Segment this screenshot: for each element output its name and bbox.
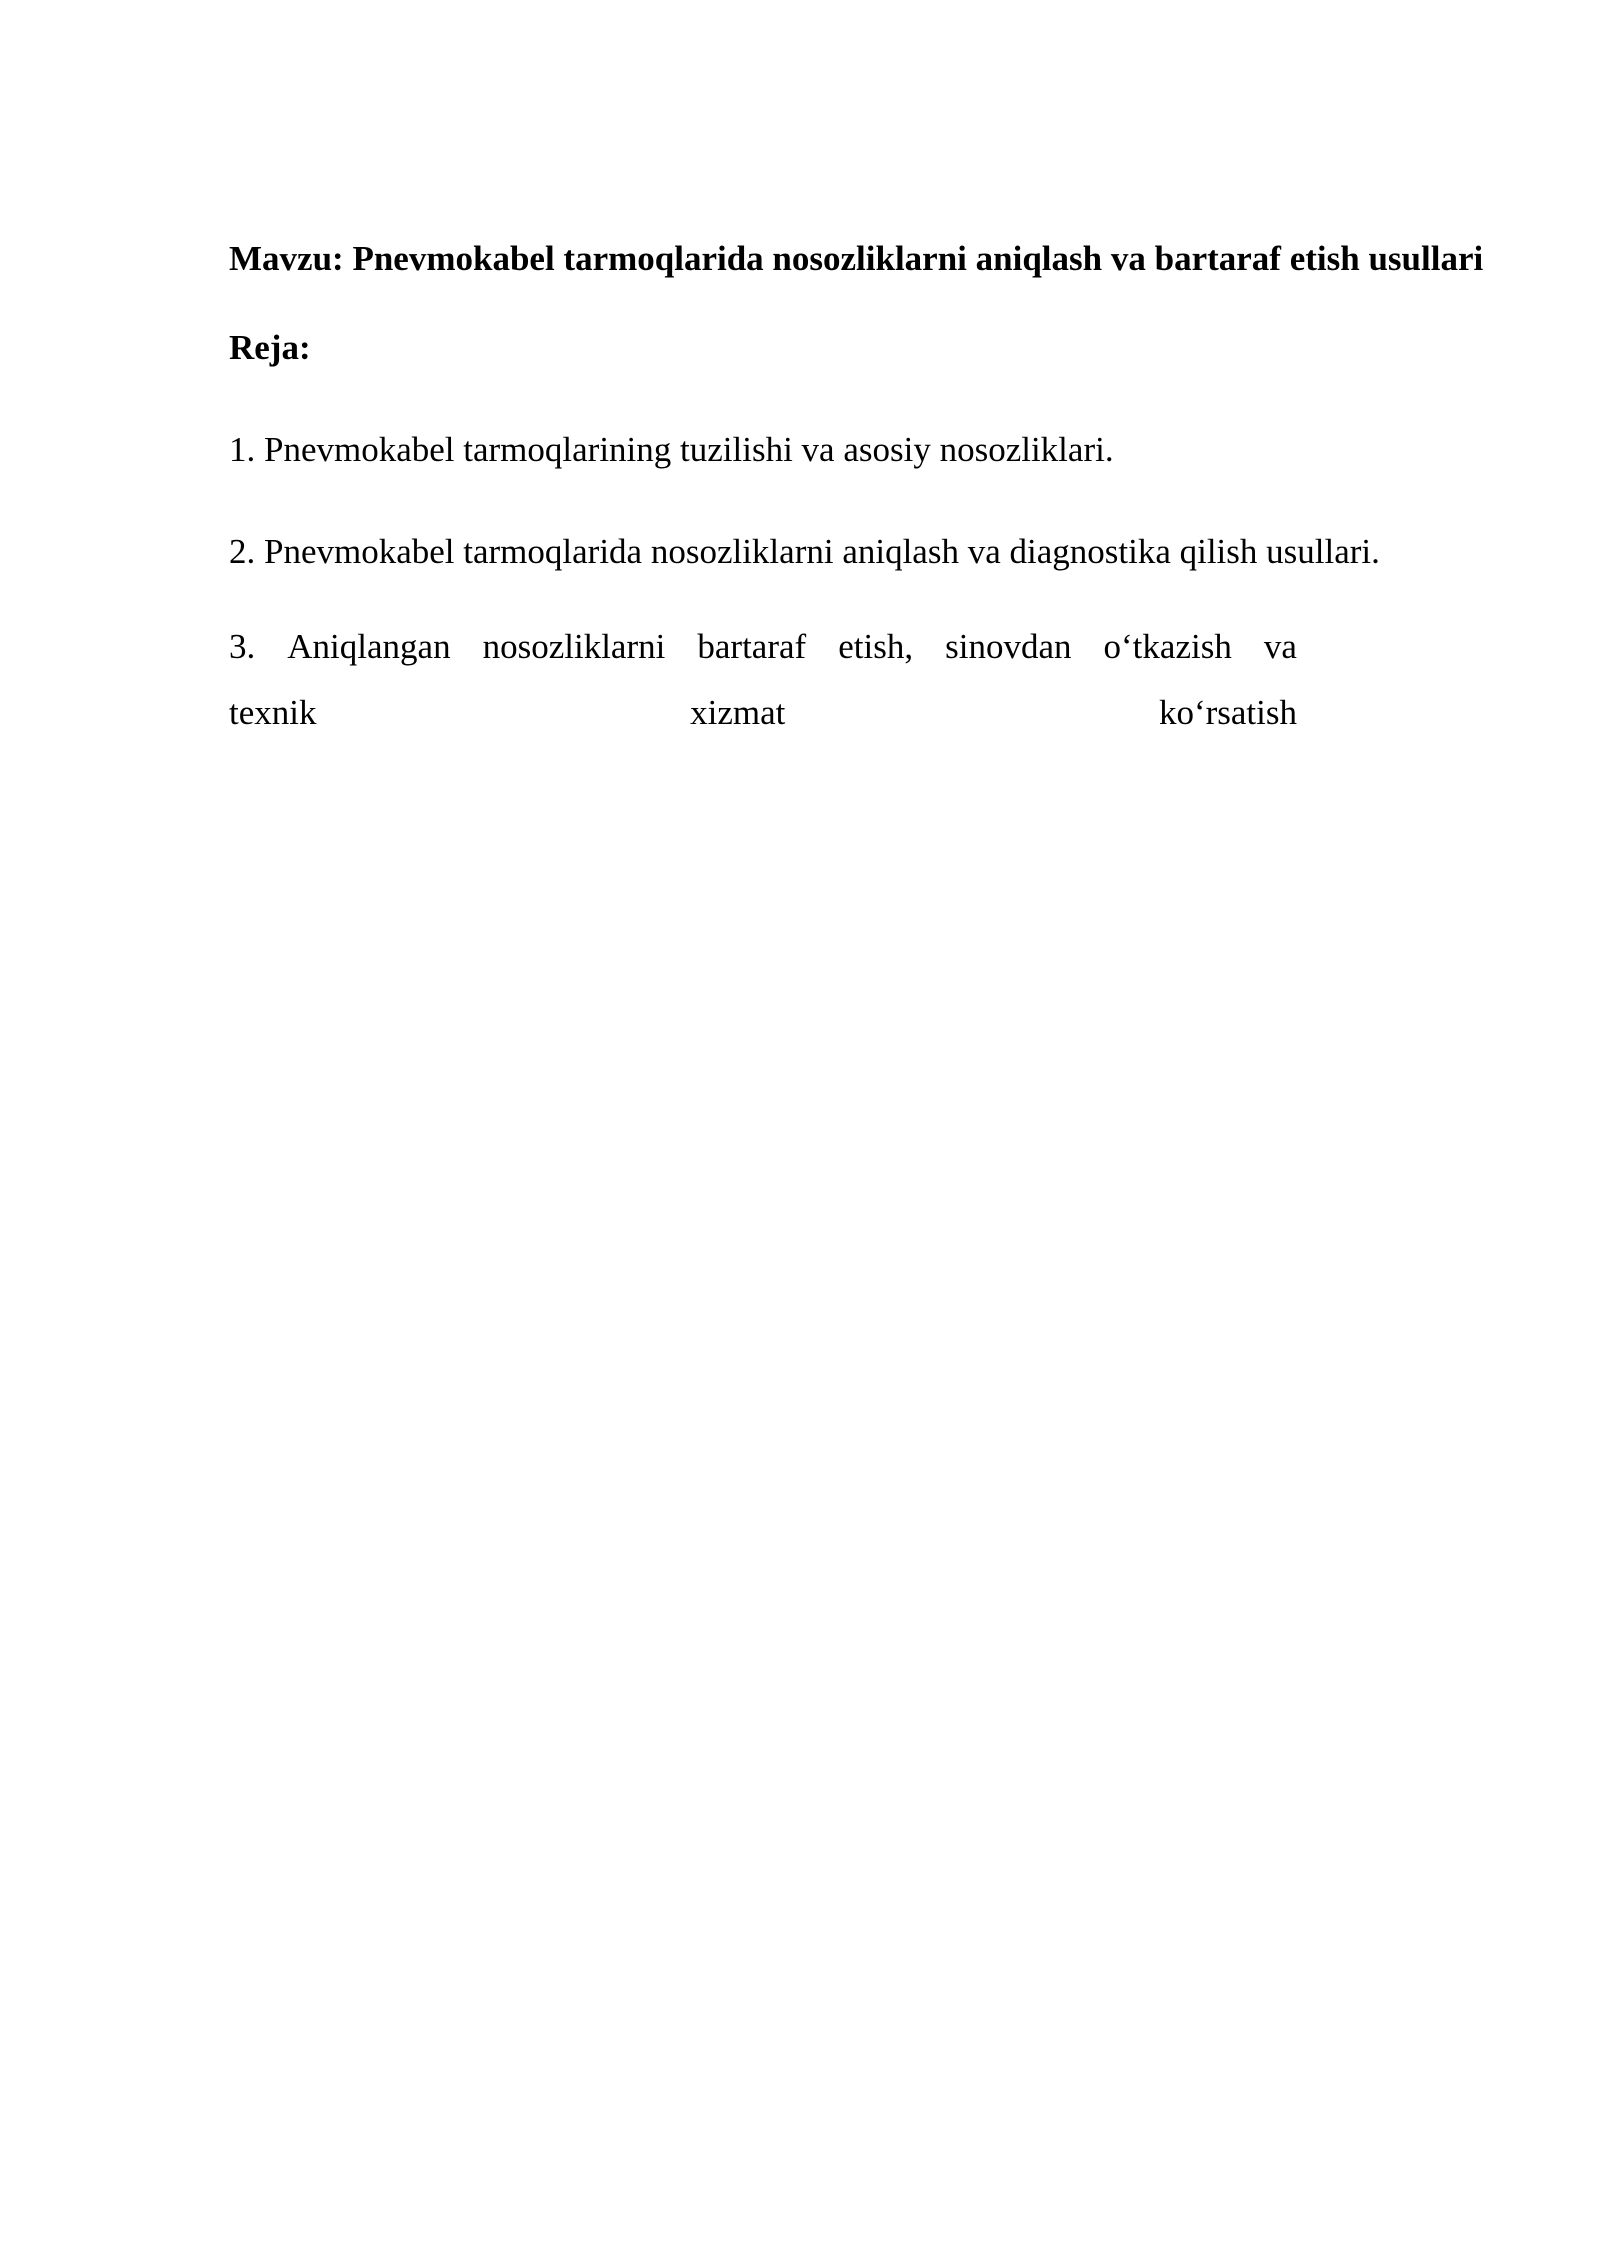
- plan-item-2: 2. Pnevmokabel tarmoqlarida nosozliklarni aniqlash va diagnostika qilish usullari.: [229, 532, 1380, 571]
- plan-item-3-line-2: [229, 680, 1297, 746]
- plan-list: [229, 425, 1486, 746]
- word: nosozliklarni: [482, 627, 666, 666]
- word: bartaraf: [697, 627, 807, 666]
- word: etish,: [838, 627, 914, 666]
- plan-item-1: 1. Pnevmokabel tarmoqlarining tuzilishi va asosiy nosozliklari.: [229, 430, 1114, 469]
- word: Aniqlangan: [287, 627, 451, 666]
- word: sinovdan: [945, 627, 1072, 666]
- document-body: [229, 226, 1486, 746]
- word: 3.: [229, 627, 256, 666]
- word: texnik: [229, 693, 317, 732]
- plan-item-3-line-1: [229, 614, 1297, 680]
- word: xizmat: [690, 693, 786, 732]
- plan-heading: Reja:: [229, 328, 311, 367]
- document-title: Mavzu: Pnevmokabel tarmoqlarida nosozliklarni aniqlash va bartaraf etish usullari: [229, 239, 1484, 278]
- plan-item-3: [229, 614, 1297, 746]
- word: va: [1263, 627, 1297, 666]
- word: o‘tkazish: [1103, 627, 1232, 666]
- word: ko‘rsatish: [1158, 693, 1297, 732]
